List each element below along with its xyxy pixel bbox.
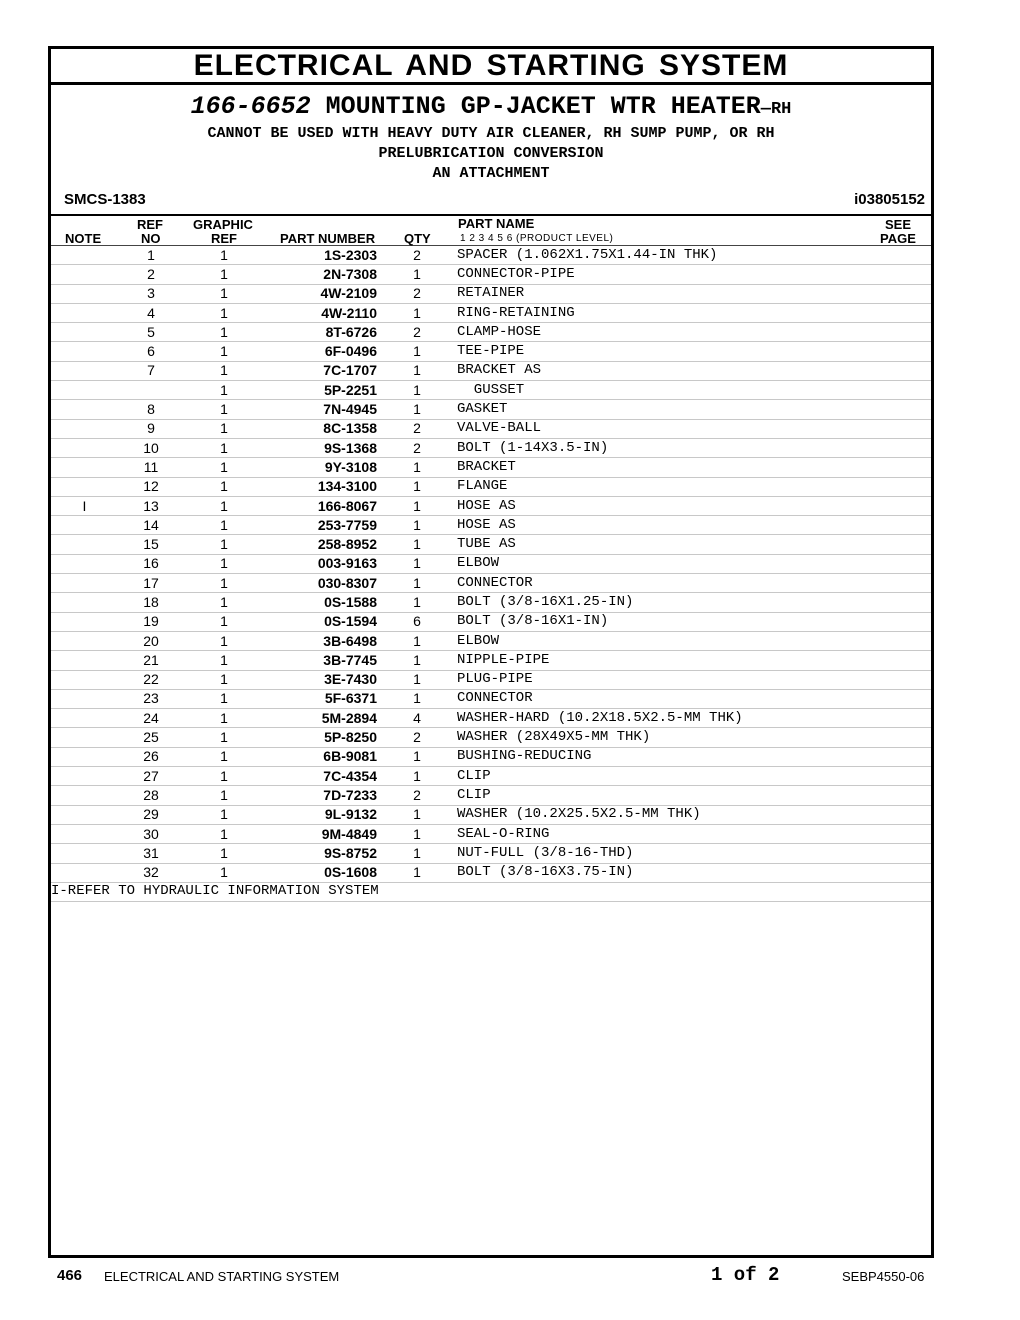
table-row xyxy=(51,574,931,593)
table-row xyxy=(51,554,931,573)
part-number-cell: 9L-9132 xyxy=(264,805,377,824)
note-cell xyxy=(51,361,118,380)
graphic-ref-cell: 1 xyxy=(184,863,264,882)
part-number-cell: 9S-8752 xyxy=(264,844,377,863)
table-row xyxy=(51,265,931,284)
graphic-ref-cell: 1 xyxy=(184,631,264,650)
graphic-ref-cell: 1 xyxy=(184,844,264,863)
header-part-name: PART NAME xyxy=(458,216,535,231)
note-cell xyxy=(51,342,118,361)
graphic-ref-cell: 1 xyxy=(184,689,264,708)
table-row xyxy=(51,419,931,438)
part-number-cell: 1S-2303 xyxy=(264,246,377,265)
part-number-cell: 5P-2251 xyxy=(264,381,377,400)
ref-no-cell: 16 xyxy=(118,554,184,573)
qty-cell: 1 xyxy=(377,689,457,708)
ref-no-cell: 28 xyxy=(118,786,184,805)
column-headers xyxy=(51,216,931,246)
graphic-ref-cell: 1 xyxy=(184,554,264,573)
part-number-cell: 9Y-3108 xyxy=(264,458,377,477)
graphic-ref-cell: 1 xyxy=(184,535,264,554)
qty-cell: 4 xyxy=(377,709,457,728)
note-cell xyxy=(51,458,118,477)
part-name-cell: BOLT (3/8-16X1.25-IN) xyxy=(457,593,857,612)
note-cell xyxy=(51,535,118,554)
ref-no-cell: 13 xyxy=(118,496,184,515)
table-row xyxy=(51,767,931,786)
ref-no-cell: 5 xyxy=(118,323,184,342)
see-page-cell xyxy=(857,747,931,766)
ref-no-cell: 3 xyxy=(118,284,184,303)
qty-cell: 1 xyxy=(377,381,457,400)
footnote: I-REFER TO HYDRAULIC INFORMATION SYSTEM xyxy=(51,882,931,901)
part-number-cell: 003-9163 xyxy=(264,554,377,573)
qty-cell: 1 xyxy=(377,631,457,650)
see-page-cell xyxy=(857,651,931,670)
part-name-cell: BOLT (3/8-16X1-IN) xyxy=(457,612,857,631)
part-name-cell: CONNECTOR-PIPE xyxy=(457,265,857,284)
part-name-cell: TUBE AS xyxy=(457,535,857,554)
see-page-cell xyxy=(857,824,931,843)
qty-cell: 2 xyxy=(377,786,457,805)
see-page-cell xyxy=(857,342,931,361)
see-page-cell xyxy=(857,265,931,284)
parts-page-frame xyxy=(48,46,934,1258)
part-number-cell: 7D-7233 xyxy=(264,786,377,805)
qty-cell: 1 xyxy=(377,593,457,612)
note-cell xyxy=(51,728,118,747)
qty-cell: 2 xyxy=(377,419,457,438)
header-ref-top: REF xyxy=(137,217,163,232)
graphic-ref-cell: 1 xyxy=(184,805,264,824)
part-name-cell: GUSSET xyxy=(457,381,857,400)
smcs-code: SMCS-1383 xyxy=(64,191,146,208)
qty-cell: 1 xyxy=(377,361,457,380)
part-name-cell: BRACKET xyxy=(457,458,857,477)
table-row xyxy=(51,477,931,496)
part-name-cell: WASHER (10.2X25.5X2.5-MM THK) xyxy=(457,805,857,824)
footer-document-number: SEBP4550-06 xyxy=(842,1269,925,1284)
see-page-cell xyxy=(857,381,931,400)
ref-no-cell xyxy=(118,381,184,400)
see-page-cell xyxy=(857,728,931,747)
qty-cell: 1 xyxy=(377,400,457,419)
part-name-cell: NIPPLE-PIPE xyxy=(457,651,857,670)
table-row xyxy=(51,246,931,265)
part-name-cell: SPACER (1.062X1.75X1.44-IN THK) xyxy=(457,246,857,265)
ref-no-cell: 24 xyxy=(118,709,184,728)
part-name-cell: BRACKET AS xyxy=(457,361,857,380)
see-page-cell xyxy=(857,400,931,419)
table-row xyxy=(51,786,931,805)
ref-no-cell: 18 xyxy=(118,593,184,612)
see-page-cell xyxy=(857,805,931,824)
part-name-cell: ELBOW xyxy=(457,554,857,573)
graphic-ref-cell: 1 xyxy=(184,458,264,477)
see-page-cell xyxy=(857,458,931,477)
graphic-ref-cell: 1 xyxy=(184,323,264,342)
see-page-cell xyxy=(857,593,931,612)
graphic-ref-cell: 1 xyxy=(184,516,264,535)
note-cell xyxy=(51,709,118,728)
parts-table xyxy=(51,246,931,902)
ref-no-cell: 15 xyxy=(118,535,184,554)
see-page-cell xyxy=(857,303,931,322)
table-row xyxy=(51,303,931,322)
ref-no-cell: 12 xyxy=(118,477,184,496)
table-row xyxy=(51,516,931,535)
smcs-row xyxy=(51,188,931,216)
graphic-ref-cell: 1 xyxy=(184,574,264,593)
part-name-cell: SEAL-O-RING xyxy=(457,824,857,843)
ref-no-cell: 11 xyxy=(118,458,184,477)
header-graphic-top: GRAPHIC xyxy=(193,217,253,232)
note-cell xyxy=(51,844,118,863)
see-page-cell xyxy=(857,516,931,535)
qty-cell: 1 xyxy=(377,342,457,361)
qty-cell: 2 xyxy=(377,323,457,342)
part-name-cell: CLIP xyxy=(457,767,857,786)
section-title: ELECTRICAL AND STARTING SYSTEM xyxy=(51,49,931,85)
graphic-ref-cell: 1 xyxy=(184,477,264,496)
header-part-number: PART NUMBER xyxy=(280,231,376,246)
footnote-row xyxy=(51,882,931,901)
part-number-cell: 253-7759 xyxy=(264,516,377,535)
graphic-ref-cell: 1 xyxy=(184,767,264,786)
part-number-cell: 4W-2110 xyxy=(264,303,377,322)
part-number-cell: 134-3100 xyxy=(264,477,377,496)
see-page-cell xyxy=(857,863,931,882)
footer-page-of: 1 of 2 xyxy=(711,1264,780,1286)
part-name-cell: CLAMP-HOSE xyxy=(457,323,857,342)
ref-no-cell: 31 xyxy=(118,844,184,863)
see-page-cell xyxy=(857,477,931,496)
part-number-cell: 0S-1594 xyxy=(264,612,377,631)
graphic-ref-cell: 1 xyxy=(184,265,264,284)
see-page-cell xyxy=(857,535,931,554)
table-row xyxy=(51,284,931,303)
table-row xyxy=(51,381,931,400)
see-page-cell xyxy=(857,419,931,438)
note-cell xyxy=(51,303,118,322)
note-cell xyxy=(51,593,118,612)
header-see-top: SEE xyxy=(885,217,912,232)
note-cell xyxy=(51,747,118,766)
part-number-cell: 3B-6498 xyxy=(264,631,377,650)
see-page-cell xyxy=(857,709,931,728)
graphic-ref-cell: 1 xyxy=(184,670,264,689)
table-row xyxy=(51,747,931,766)
qty-cell: 1 xyxy=(377,805,457,824)
part-name-cell: BOLT (1-14X3.5-IN) xyxy=(457,438,857,457)
note-cell xyxy=(51,323,118,342)
qty-cell: 1 xyxy=(377,477,457,496)
graphic-ref-cell: 1 xyxy=(184,303,264,322)
graphic-ref-cell: 1 xyxy=(184,400,264,419)
graphic-ref-cell: 1 xyxy=(184,342,264,361)
see-page-cell xyxy=(857,786,931,805)
note-cell xyxy=(51,381,118,400)
table-row xyxy=(51,342,931,361)
qty-cell: 1 xyxy=(377,535,457,554)
ref-no-cell: 29 xyxy=(118,805,184,824)
table-row xyxy=(51,400,931,419)
note-cell: I xyxy=(51,496,118,515)
ref-no-cell: 32 xyxy=(118,863,184,882)
part-number-cell: 6B-9081 xyxy=(264,747,377,766)
ref-no-cell: 1 xyxy=(118,246,184,265)
header-graphic-bottom: REF xyxy=(211,231,237,246)
part-number-cell: 258-8952 xyxy=(264,535,377,554)
part-name-cell: RING-RETAINING xyxy=(457,303,857,322)
note-cell xyxy=(51,477,118,496)
header-product-levels: 1 2 3 4 5 6 (PRODUCT LEVEL) xyxy=(460,233,614,244)
part-number-cell: 5P-8250 xyxy=(264,728,377,747)
table-row xyxy=(51,496,931,515)
ref-no-cell: 23 xyxy=(118,689,184,708)
group-name: MOUNTING GP-JACKET WTR HEATER xyxy=(325,92,761,121)
part-number-cell: 0S-1588 xyxy=(264,593,377,612)
group-number: 166-6652 xyxy=(190,92,311,121)
page-footer xyxy=(0,1264,1020,1294)
part-name-cell: BUSHING-REDUCING xyxy=(457,747,857,766)
qty-cell: 2 xyxy=(377,246,457,265)
part-number-cell: 030-8307 xyxy=(264,574,377,593)
table-row xyxy=(51,728,931,747)
header-see-bottom: PAGE xyxy=(880,231,916,246)
part-number-cell: 0S-1608 xyxy=(264,863,377,882)
ref-no-cell: 22 xyxy=(118,670,184,689)
qty-cell: 1 xyxy=(377,458,457,477)
note-cell xyxy=(51,284,118,303)
note-cell xyxy=(51,246,118,265)
part-number-cell: 8C-1358 xyxy=(264,419,377,438)
part-number-cell: 7C-1707 xyxy=(264,361,377,380)
see-page-cell xyxy=(857,284,931,303)
table-row xyxy=(51,689,931,708)
see-page-cell xyxy=(857,767,931,786)
part-name-cell: CONNECTOR xyxy=(457,689,857,708)
part-name-cell: ELBOW xyxy=(457,631,857,650)
see-page-cell xyxy=(857,689,931,708)
qty-cell: 1 xyxy=(377,670,457,689)
note-cell xyxy=(51,863,118,882)
table-row xyxy=(51,631,931,650)
ref-no-cell: 6 xyxy=(118,342,184,361)
qty-cell: 1 xyxy=(377,496,457,515)
part-name-cell: CLIP xyxy=(457,786,857,805)
note-cell xyxy=(51,516,118,535)
part-name-cell: HOSE AS xyxy=(457,496,857,515)
table-row xyxy=(51,458,931,477)
part-number-cell: 5M-2894 xyxy=(264,709,377,728)
header-qty: QTY xyxy=(404,231,431,246)
part-name-cell: TEE-PIPE xyxy=(457,342,857,361)
note-cell xyxy=(51,670,118,689)
graphic-ref-cell: 1 xyxy=(184,419,264,438)
note-cell xyxy=(51,786,118,805)
footer-section: ELECTRICAL AND STARTING SYSTEM xyxy=(104,1269,340,1284)
header-ref-bottom: NO xyxy=(141,231,161,246)
graphic-ref-cell: 1 xyxy=(184,651,264,670)
qty-cell: 2 xyxy=(377,284,457,303)
group-suffix: —RH xyxy=(760,100,792,119)
table-row xyxy=(51,361,931,380)
note-cell xyxy=(51,612,118,631)
graphic-ref-cell: 1 xyxy=(184,612,264,631)
part-name-cell: HOSE AS xyxy=(457,516,857,535)
graphic-ref-cell: 1 xyxy=(184,824,264,843)
note-cell xyxy=(51,689,118,708)
graphic-ref-cell: 1 xyxy=(184,786,264,805)
qty-cell: 1 xyxy=(377,844,457,863)
ref-no-cell: 21 xyxy=(118,651,184,670)
group-description-line-3: AN ATTACHMENT xyxy=(432,165,550,182)
qty-cell: 1 xyxy=(377,767,457,786)
table-row xyxy=(51,844,931,863)
ref-no-cell: 10 xyxy=(118,438,184,457)
graphic-ref-cell: 1 xyxy=(184,496,264,515)
graphic-ref-cell: 1 xyxy=(184,361,264,380)
part-name-cell: WASHER (28X49X5-MM THK) xyxy=(457,728,857,747)
ref-no-cell: 27 xyxy=(118,767,184,786)
ref-no-cell: 9 xyxy=(118,419,184,438)
table-row xyxy=(51,805,931,824)
qty-cell: 2 xyxy=(377,438,457,457)
group-title xyxy=(51,93,931,124)
see-page-cell xyxy=(857,631,931,650)
part-name-cell: RETAINER xyxy=(457,284,857,303)
ref-no-cell: 7 xyxy=(118,361,184,380)
graphic-ref-cell: 1 xyxy=(184,438,264,457)
ref-no-cell: 2 xyxy=(118,265,184,284)
illustration-id: i03805152 xyxy=(854,191,925,208)
graphic-ref-cell: 1 xyxy=(184,284,264,303)
part-name-cell: GASKET xyxy=(457,400,857,419)
group-description-line-2: PRELUBRICATION CONVERSION xyxy=(378,145,604,162)
qty-cell: 2 xyxy=(377,728,457,747)
table-row xyxy=(51,612,931,631)
part-number-cell: 3B-7745 xyxy=(264,651,377,670)
part-number-cell: 4W-2109 xyxy=(264,284,377,303)
ref-no-cell: 4 xyxy=(118,303,184,322)
graphic-ref-cell: 1 xyxy=(184,709,264,728)
note-cell xyxy=(51,631,118,650)
part-number-cell: 9S-1368 xyxy=(264,438,377,457)
note-cell xyxy=(51,265,118,284)
part-number-cell: 3E-7430 xyxy=(264,670,377,689)
note-cell xyxy=(51,554,118,573)
graphic-ref-cell: 1 xyxy=(184,246,264,265)
ref-no-cell: 20 xyxy=(118,631,184,650)
ref-no-cell: 8 xyxy=(118,400,184,419)
table-row xyxy=(51,593,931,612)
see-page-cell xyxy=(857,438,931,457)
qty-cell: 1 xyxy=(377,303,457,322)
qty-cell: 1 xyxy=(377,516,457,535)
table-row xyxy=(51,863,931,882)
qty-cell: 1 xyxy=(377,863,457,882)
part-number-cell: 166-8067 xyxy=(264,496,377,515)
part-name-cell: FLANGE xyxy=(457,477,857,496)
table-row xyxy=(51,824,931,843)
note-cell xyxy=(51,574,118,593)
qty-cell: 1 xyxy=(377,651,457,670)
part-name-cell: CONNECTOR xyxy=(457,574,857,593)
part-number-cell: 2N-7308 xyxy=(264,265,377,284)
footer-page-number: 466 xyxy=(57,1267,83,1284)
note-cell xyxy=(51,824,118,843)
see-page-cell xyxy=(857,496,931,515)
graphic-ref-cell: 1 xyxy=(184,381,264,400)
group-description-line-1: CANNOT BE USED WITH HEAVY DUTY AIR CLEANER, RH SUMP PUMP, OR RH xyxy=(207,125,775,142)
ref-no-cell: 26 xyxy=(118,747,184,766)
qty-cell: 1 xyxy=(377,265,457,284)
part-number-cell: 5F-6371 xyxy=(264,689,377,708)
part-name-cell: VALVE-BALL xyxy=(457,419,857,438)
qty-cell: 1 xyxy=(377,574,457,593)
note-cell xyxy=(51,651,118,670)
see-page-cell xyxy=(857,670,931,689)
see-page-cell xyxy=(857,554,931,573)
qty-cell: 1 xyxy=(377,824,457,843)
table-row xyxy=(51,709,931,728)
see-page-cell xyxy=(857,612,931,631)
part-name-cell: PLUG-PIPE xyxy=(457,670,857,689)
ref-no-cell: 30 xyxy=(118,824,184,843)
table-row xyxy=(51,651,931,670)
qty-cell: 1 xyxy=(377,554,457,573)
part-number-cell: 8T-6726 xyxy=(264,323,377,342)
see-page-cell xyxy=(857,246,931,265)
ref-no-cell: 25 xyxy=(118,728,184,747)
part-number-cell: 7N-4945 xyxy=(264,400,377,419)
part-name-cell: BOLT (3/8-16X3.75-IN) xyxy=(457,863,857,882)
note-cell xyxy=(51,438,118,457)
header-note: NOTE xyxy=(65,231,102,246)
see-page-cell xyxy=(857,361,931,380)
graphic-ref-cell: 1 xyxy=(184,747,264,766)
part-number-cell: 7C-4354 xyxy=(264,767,377,786)
table-row xyxy=(51,535,931,554)
note-cell xyxy=(51,400,118,419)
ref-no-cell: 17 xyxy=(118,574,184,593)
graphic-ref-cell: 1 xyxy=(184,728,264,747)
ref-no-cell: 19 xyxy=(118,612,184,631)
part-name-cell: WASHER-HARD (10.2X18.5X2.5-MM THK) xyxy=(457,709,857,728)
qty-cell: 6 xyxy=(377,612,457,631)
table-row xyxy=(51,670,931,689)
see-page-cell xyxy=(857,844,931,863)
table-row xyxy=(51,323,931,342)
see-page-cell xyxy=(857,574,931,593)
note-cell xyxy=(51,767,118,786)
graphic-ref-cell: 1 xyxy=(184,593,264,612)
part-name-cell: NUT-FULL (3/8-16-THD) xyxy=(457,844,857,863)
part-number-cell: 6F-0496 xyxy=(264,342,377,361)
qty-cell: 1 xyxy=(377,747,457,766)
table-row xyxy=(51,438,931,457)
note-cell xyxy=(51,419,118,438)
part-number-cell: 9M-4849 xyxy=(264,824,377,843)
ref-no-cell: 14 xyxy=(118,516,184,535)
note-cell xyxy=(51,805,118,824)
see-page-cell xyxy=(857,323,931,342)
